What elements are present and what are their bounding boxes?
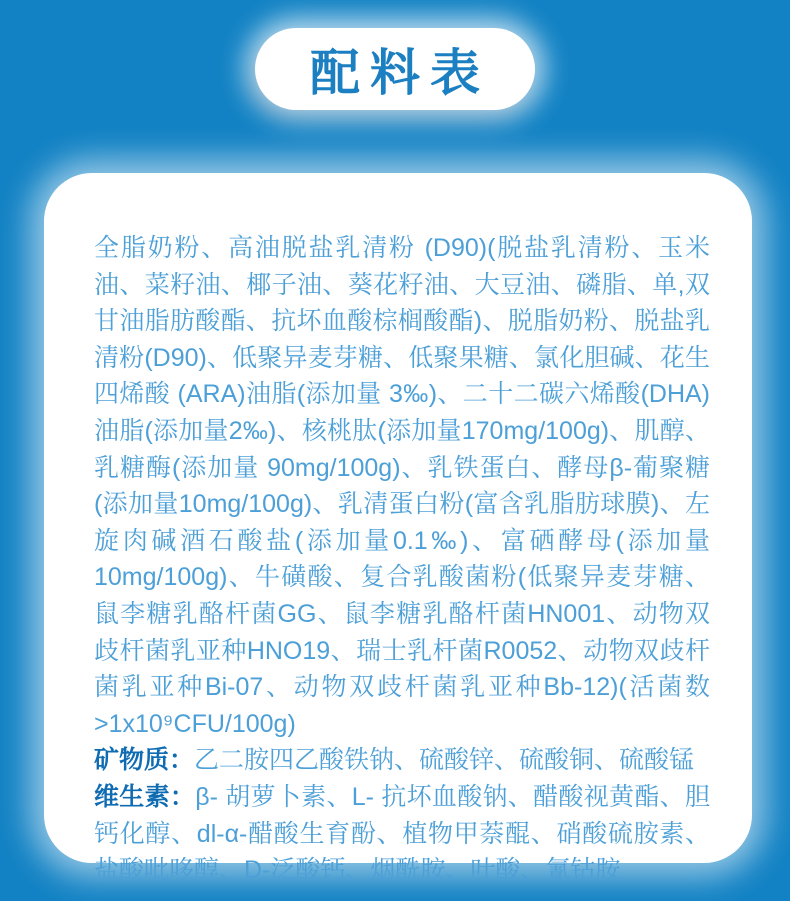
vitamins-text: β- 胡萝卜素、L- 抗坏血酸钠、醋酸视黄酯、胆钙化醇、dl-α-醋酸生育酚、植物甲萘醌、硝酸硫胺素、盐酸吡哆醇、D-泛酸钙、烟酰胺、叶酸、氰钴胺 <box>94 782 710 885</box>
minerals-line <box>94 742 710 779</box>
minerals-label: 矿物质： <box>94 746 195 775</box>
page-title: 配料表 <box>310 45 490 101</box>
vitamins-label: 维生素： <box>94 782 196 811</box>
vitamins-line <box>94 779 710 889</box>
ingredients-text: 全脂奶粉、高油脱盐乳清粉 (D90)(脱盐乳清粉、玉米油、菜籽油、椰子油、葵花籽油、大豆油、磷脂、单,双甘油脂肪酸酯、抗坏血酸棕榈酸酯)、脱脂奶粉、脱盐乳清粉(D90)、低聚异麦芽糖、低聚果糖、氯化胆碱、花生四烯酸 (ARA)油脂(添加量 3‰)、二十二碳六烯酸(DHA)油脂(添加量2‰)、核桃肽(添加量170mg/100g)、肌醇、乳糖酶(添加量 90mg/100g)、乳铁蛋白、酵母β-葡聚糖(添加量10mg/100g)、乳清蛋白粉(富含乳脂肪球膜)、左旋肉碱酒石酸盐(添加量0.1‰)、富硒酵母(添加量10mg/100g)、牛磺酸、复合乳酸菌粉(低聚异麦芽糖、鼠李糖乳酪杆菌GG、鼠李糖乳酪杆菌HN001、动物双歧杆菌乳亚种HNO19、瑞士乳杆菌R0052、动物双歧杆菌乳亚种Bi-07、动物双歧杆菌乳亚种Bb-12)(活菌数>1x10⁹CFU/100g) <box>94 234 710 738</box>
ingredients-card <box>44 173 752 885</box>
title-pill <box>255 28 535 110</box>
minerals-text: 乙二胺四乙酸铁钠、硫酸锌、硫酸铜、硫酸锰 <box>194 746 695 775</box>
